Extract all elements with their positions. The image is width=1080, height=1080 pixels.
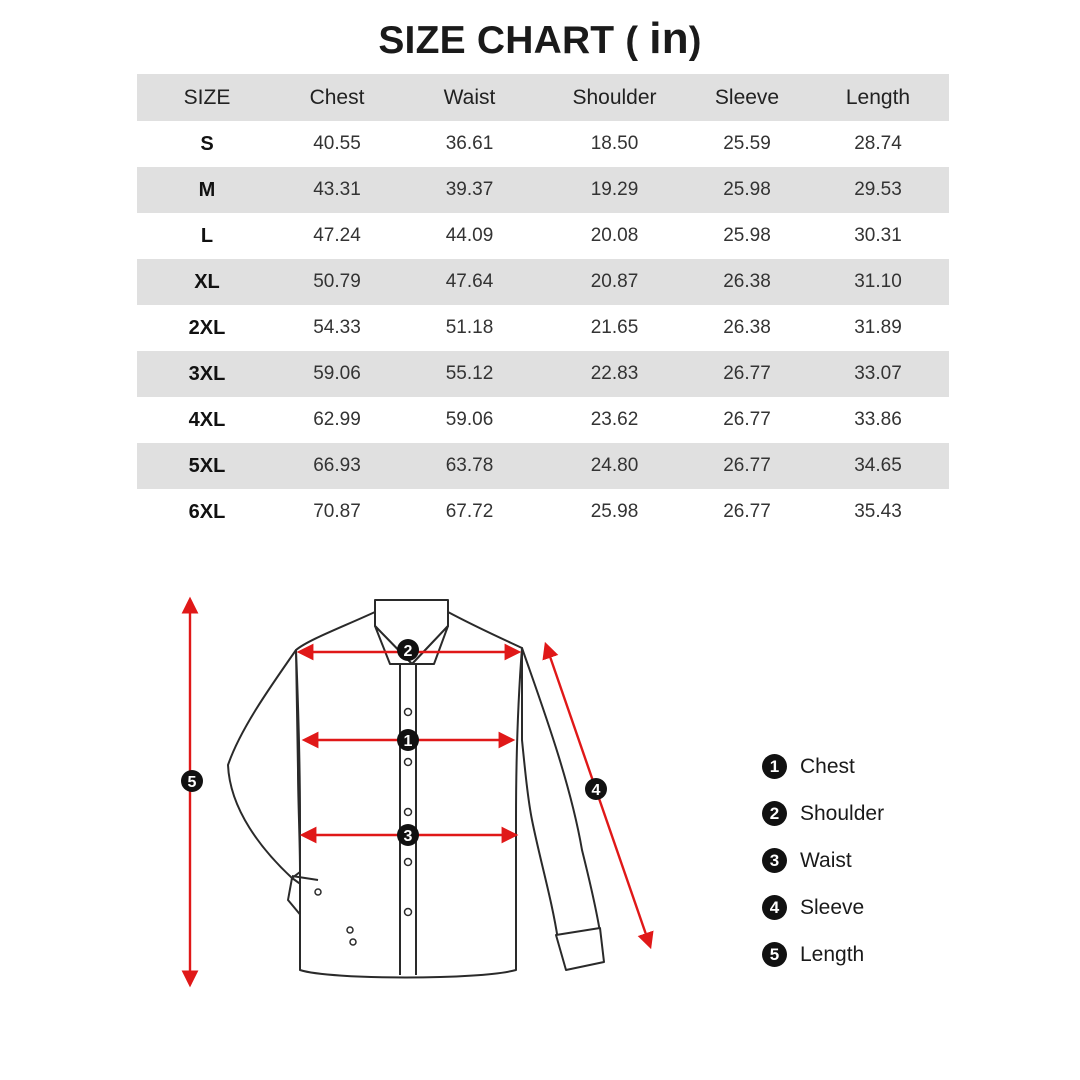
shoulder-cell: 23.62 — [590, 409, 639, 430]
svg-text:2: 2 — [403, 643, 413, 660]
page-title — [0, 14, 1080, 64]
title-open-paren: ( — [625, 20, 639, 62]
waist-cell: 36.61 — [445, 133, 494, 154]
size-cell: M — [137, 167, 277, 213]
size-cell: 3XL — [137, 351, 277, 397]
legend-item-length — [762, 931, 884, 978]
sleeve-cell: 25.98 — [723, 225, 771, 246]
waist-cell: 63.78 — [397, 443, 542, 489]
sleeve-cell: 26.77 — [687, 443, 807, 489]
sleeve-cell: 25.59 — [723, 133, 771, 154]
chest-cell: 40.55 — [313, 133, 361, 154]
header-size: SIZE — [137, 74, 277, 121]
sleeve-cell: 26.77 — [687, 351, 807, 397]
table-row — [137, 213, 949, 259]
sleeve-cell: 25.98 — [687, 167, 807, 213]
shoulder-cell: 22.83 — [542, 351, 687, 397]
header-shoulder: Shoulder — [542, 74, 687, 121]
title-unit: in — [649, 14, 689, 63]
shoulder-cell: 25.98 — [590, 501, 639, 522]
svg-text:3: 3 — [403, 828, 413, 845]
length-cell: 28.74 — [854, 133, 902, 154]
chest-cell: 50.79 — [277, 259, 397, 305]
legend-number: 3 — [762, 848, 787, 873]
size-cell: XL — [137, 259, 277, 305]
legend-label: Waist — [800, 848, 852, 872]
length-cell: 33.07 — [807, 351, 949, 397]
shoulder-cell: 24.80 — [542, 443, 687, 489]
waist-cell: 67.72 — [445, 501, 494, 522]
size-table — [137, 74, 949, 535]
chest-cell: 54.33 — [313, 317, 361, 338]
svg-text:5: 5 — [187, 774, 197, 791]
legend-item-sleeve — [762, 884, 884, 931]
sleeve-cell: 26.77 — [723, 501, 771, 522]
sleeve-cell: 26.77 — [723, 409, 771, 430]
table-row — [137, 259, 949, 305]
svg-text:1: 1 — [403, 733, 413, 750]
legend-item-chest — [762, 743, 884, 790]
chest-cell: 66.93 — [277, 443, 397, 489]
legend-number: 1 — [762, 754, 787, 779]
legend-label: Chest — [800, 754, 855, 778]
chest-cell: 47.24 — [313, 225, 361, 246]
shoulder-cell: 18.50 — [590, 133, 639, 154]
marker-waist — [397, 824, 419, 846]
length-cell: 34.65 — [807, 443, 949, 489]
chest-cell: 59.06 — [277, 351, 397, 397]
table-row — [137, 397, 949, 443]
table-row — [137, 489, 949, 535]
header-chest: Chest — [277, 74, 397, 121]
legend-label: Sleeve — [800, 895, 865, 919]
legend-label: Shoulder — [800, 801, 885, 825]
size-cell: 5XL — [137, 443, 277, 489]
title-close-paren: ) — [688, 20, 702, 62]
shoulder-cell: 21.65 — [590, 317, 639, 338]
chest-cell: 70.87 — [313, 501, 361, 522]
length-cell: 35.43 — [854, 501, 902, 522]
marker-shoulder — [397, 639, 419, 661]
title-text: SIZE CHART — [378, 19, 615, 62]
waist-cell: 44.09 — [445, 225, 494, 246]
length-cell: 30.31 — [854, 225, 902, 246]
waist-cell: 55.12 — [397, 351, 542, 397]
marker-sleeve — [585, 778, 607, 800]
waist-cell: 59.06 — [445, 409, 494, 430]
shirt-diagram — [0, 560, 1080, 1080]
legend-label: Length — [800, 942, 865, 966]
table-row — [137, 351, 949, 397]
length-cell: 33.86 — [854, 409, 902, 430]
table-row — [137, 121, 949, 167]
chest-cell: 62.99 — [313, 409, 361, 430]
legend-number: 4 — [762, 895, 787, 920]
length-cell: 31.89 — [854, 317, 902, 338]
legend-item-shoulder — [762, 790, 884, 837]
sleeve-cell: 26.38 — [723, 317, 771, 338]
size-cell: L — [200, 224, 214, 247]
shoulder-cell: 20.87 — [542, 259, 687, 305]
length-cell: 31.10 — [807, 259, 949, 305]
size-cell: 6XL — [188, 500, 226, 523]
table-row — [137, 443, 949, 489]
size-cell: 2XL — [188, 316, 226, 339]
marker-length — [181, 770, 203, 792]
length-cell: 29.53 — [807, 167, 949, 213]
legend-number: 2 — [762, 801, 787, 826]
table-row — [137, 167, 949, 213]
header-waist: Waist — [397, 74, 542, 121]
legend-number: 5 — [762, 942, 787, 967]
waist-cell: 51.18 — [445, 317, 494, 338]
table-row — [137, 305, 949, 351]
chest-cell: 43.31 — [277, 167, 397, 213]
size-cell: S — [200, 132, 214, 155]
shoulder-cell: 19.29 — [542, 167, 687, 213]
marker-chest — [397, 729, 419, 751]
shoulder-cell: 20.08 — [590, 225, 639, 246]
measurement-legend — [762, 743, 884, 978]
header-sleeve: Sleeve — [687, 74, 807, 121]
header-length: Length — [807, 74, 949, 121]
sleeve-cell: 26.38 — [687, 259, 807, 305]
waist-cell: 39.37 — [397, 167, 542, 213]
waist-cell: 47.64 — [397, 259, 542, 305]
size-cell: 4XL — [188, 408, 226, 431]
svg-text:4: 4 — [591, 782, 601, 799]
legend-item-waist — [762, 837, 884, 884]
table-header-row — [137, 74, 949, 121]
